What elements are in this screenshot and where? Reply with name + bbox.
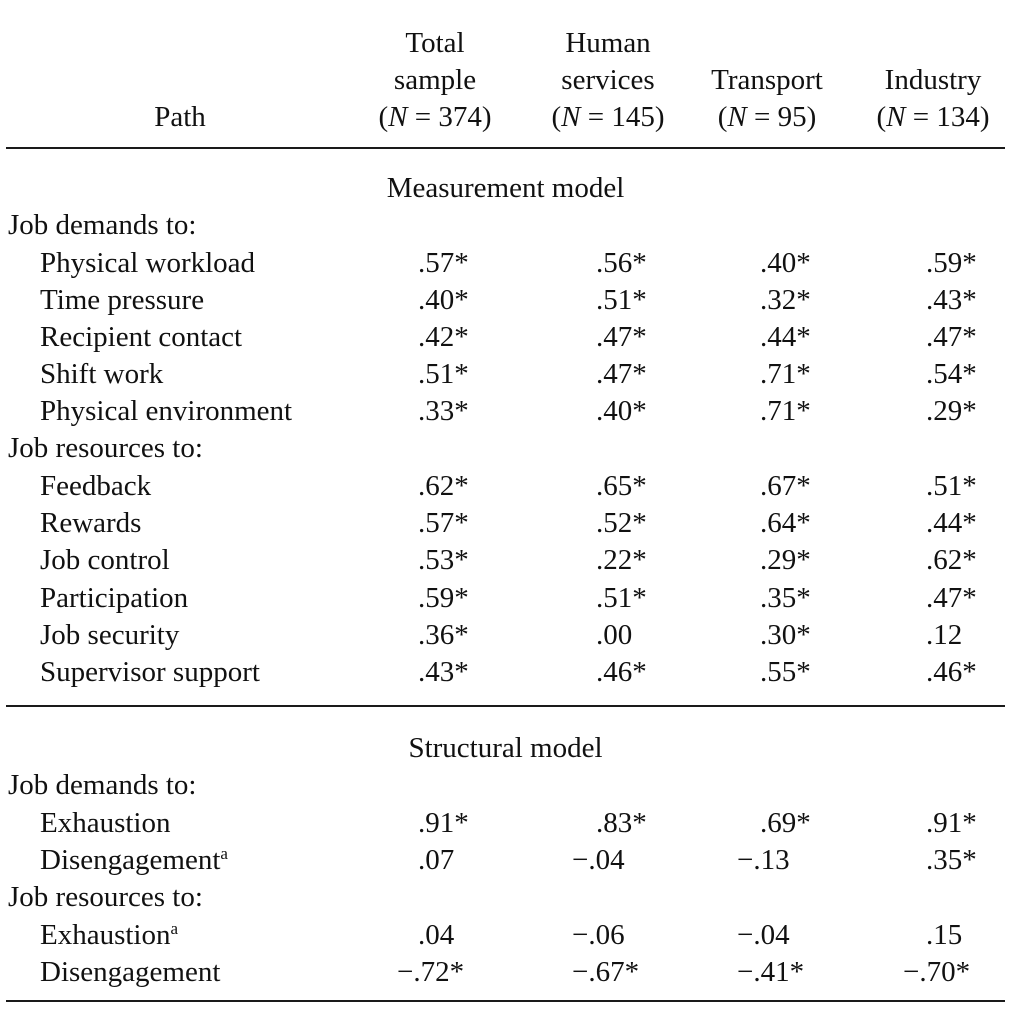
row-label-text: Exhaustion — [40, 919, 171, 951]
value-industry: .46* — [926, 656, 977, 688]
value-human: .51* — [596, 582, 647, 614]
row-label: Participation — [40, 582, 189, 614]
value-transport: .64* — [760, 507, 811, 539]
column-header-human-services — [528, 25, 688, 136]
value-human: −.04 — [572, 844, 625, 876]
header-line: (N = 145) — [551, 101, 665, 133]
value-industry: .59* — [926, 247, 977, 279]
value-transport: .71* — [760, 358, 811, 390]
group-label-job-resources: Job resources to: — [8, 432, 203, 464]
value-transport: .40* — [760, 247, 811, 279]
value-industry: .29* — [926, 395, 977, 427]
row-label-text: Exhaustion — [40, 807, 171, 839]
value-human: .83* — [596, 807, 647, 839]
footnote-marker: a — [220, 844, 228, 863]
value-total: .42* — [418, 321, 469, 353]
group-label-job-demands: Job demands to: — [8, 769, 197, 801]
row-label-text: Disengagement — [40, 844, 221, 876]
value-transport: .44* — [760, 321, 811, 353]
row-label — [40, 805, 171, 842]
row-label: Recipient contact — [40, 321, 243, 353]
value-human: .47* — [596, 321, 647, 353]
value-human: .56* — [596, 247, 647, 279]
value-industry: .12 — [926, 619, 963, 651]
value-total: .91* — [418, 807, 469, 839]
value-transport: −.13 — [737, 844, 790, 876]
value-total: .62* — [418, 470, 469, 502]
value-industry: .62* — [926, 544, 977, 576]
value-human: .00 — [596, 619, 633, 651]
value-human: .65* — [596, 470, 647, 502]
row-label — [40, 954, 220, 991]
value-human: .47* — [596, 358, 647, 390]
value-total: .57* — [418, 507, 469, 539]
value-human: .46* — [596, 656, 647, 688]
header-line: (N = 374) — [378, 101, 492, 133]
footnote-marker: a — [170, 919, 179, 938]
value-transport: .67* — [760, 470, 811, 502]
header-line: (N = 134) — [876, 101, 990, 133]
value-transport: .32* — [760, 284, 811, 316]
value-total: .40* — [418, 284, 469, 316]
value-industry: .44* — [926, 507, 977, 539]
value-industry: .91* — [926, 807, 977, 839]
row-label-text: Disengagement — [40, 956, 221, 988]
value-total: .07 — [418, 844, 455, 876]
value-total: .53* — [418, 544, 469, 576]
header-line: Transport — [711, 64, 823, 96]
row-label: Time pressure — [40, 284, 205, 316]
value-transport: .69* — [760, 807, 811, 839]
value-human: −.06 — [572, 919, 625, 951]
column-header-path — [140, 99, 220, 136]
row-label — [40, 917, 178, 954]
group-label-job-resources: Job resources to: — [8, 881, 203, 913]
value-industry: .15 — [926, 919, 963, 951]
value-transport: −.41* — [737, 956, 805, 988]
column-header-industry — [853, 62, 1011, 136]
value-industry: .47* — [926, 321, 977, 353]
value-human: −.67* — [572, 956, 640, 988]
section-rule — [6, 705, 1005, 707]
row-label: Physical environment — [40, 395, 293, 427]
value-human: .40* — [596, 395, 647, 427]
value-industry: .35* — [926, 844, 977, 876]
value-total: .04 — [418, 919, 455, 951]
section-title-measurement: Measurement model — [386, 172, 625, 204]
bottom-rule — [6, 1000, 1005, 1002]
value-total: .59* — [418, 582, 469, 614]
row-label: Job control — [40, 544, 170, 576]
header-line: (N = 95) — [717, 101, 817, 133]
value-industry: .51* — [926, 470, 977, 502]
value-human: .52* — [596, 507, 647, 539]
value-human: .22* — [596, 544, 647, 576]
value-industry: .47* — [926, 582, 977, 614]
header-line: Path — [154, 101, 206, 133]
value-transport: .71* — [760, 395, 811, 427]
header-line: Total — [405, 27, 465, 59]
header-rule — [6, 147, 1005, 149]
value-transport: .29* — [760, 544, 811, 576]
row-label: Job security — [40, 619, 180, 651]
value-total: .43* — [418, 656, 469, 688]
header-line: services — [561, 64, 655, 96]
value-transport: .30* — [760, 619, 811, 651]
value-total: .57* — [418, 247, 469, 279]
value-industry: .54* — [926, 358, 977, 390]
value-total: .33* — [418, 395, 469, 427]
value-industry: −.70* — [903, 956, 971, 988]
header-line: Human — [565, 27, 651, 59]
value-human: .51* — [596, 284, 647, 316]
row-label — [40, 842, 228, 879]
value-transport: .35* — [760, 582, 811, 614]
value-transport: .55* — [760, 656, 811, 688]
value-total: −.72* — [397, 956, 465, 988]
row-label: Feedback — [40, 470, 152, 502]
row-label: Supervisor support — [40, 656, 260, 688]
row-label: Physical workload — [40, 247, 256, 279]
column-header-transport — [692, 62, 842, 136]
value-total: .51* — [418, 358, 469, 390]
header-line: Industry — [884, 64, 982, 96]
row-label: Rewards — [40, 507, 142, 539]
group-label-job-demands: Job demands to: — [8, 209, 197, 241]
value-industry: .43* — [926, 284, 977, 316]
value-transport: −.04 — [737, 919, 790, 951]
column-header-total — [355, 25, 515, 136]
header-line: sample — [393, 64, 477, 96]
value-total: .36* — [418, 619, 469, 651]
row-label: Shift work — [40, 358, 164, 390]
section-title-structural: Structural model — [408, 732, 603, 764]
